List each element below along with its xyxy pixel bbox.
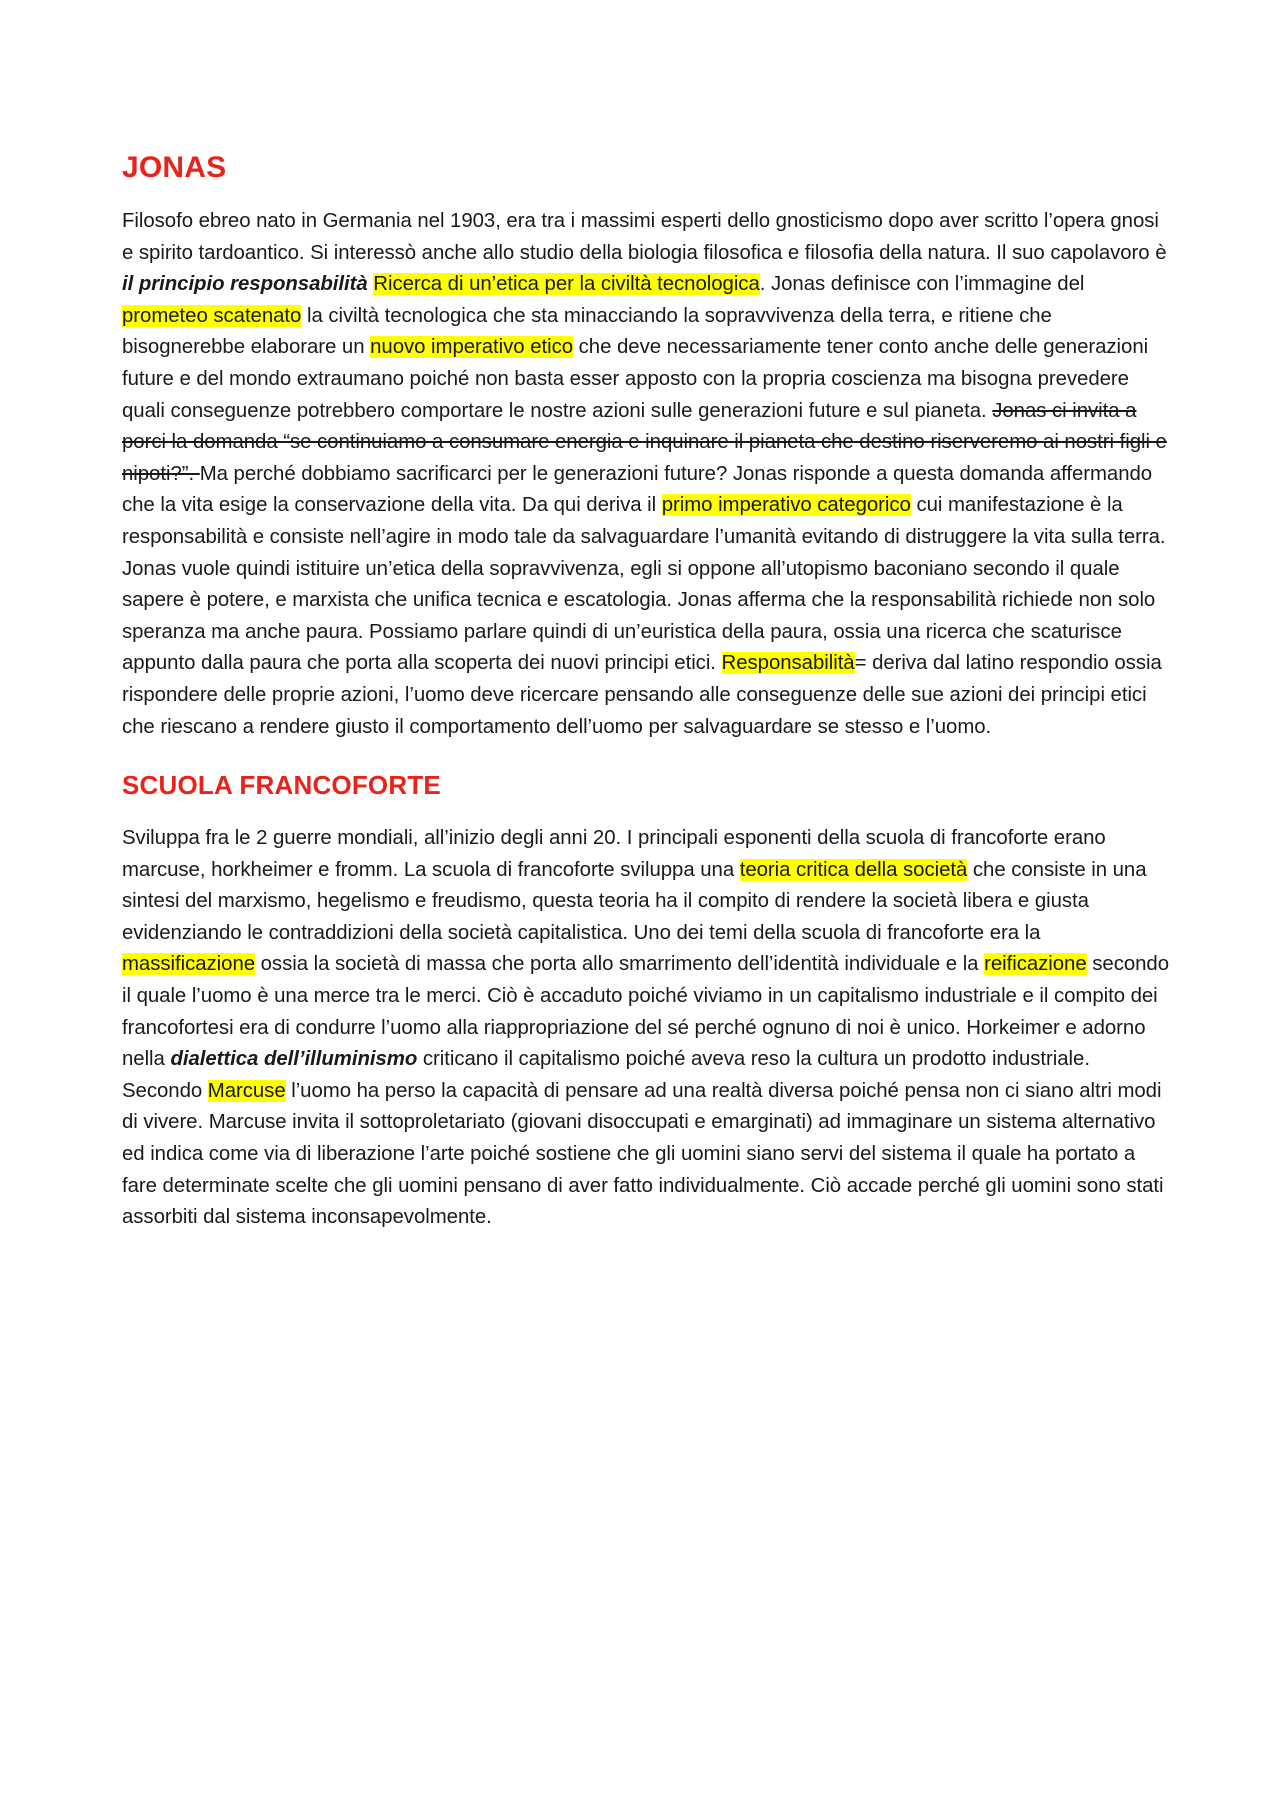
emphasized-title: il principio xyxy=(122,273,225,296)
document-body xyxy=(122,150,1172,1234)
highlighted-text: Responsabilità xyxy=(721,652,855,675)
emphasized-title: responsabilità xyxy=(230,273,368,296)
highlighted-text: Marcuse xyxy=(207,1079,286,1102)
emphasized-title: dialettica dell’illuminismo xyxy=(170,1048,418,1071)
highlighted-text: nuovo imperativo etico xyxy=(370,336,574,359)
text-run: . Jonas definisce con l’immagine del xyxy=(759,273,1085,296)
text-run: ossia la società di massa che porta allo smarrimento dell’identità individuale e la xyxy=(255,953,985,976)
section-heading-jonas: JONAS xyxy=(122,151,227,184)
highlighted-text: massificazione xyxy=(122,953,256,976)
text-run: l’uomo ha perso la capacità di pensare ad una realtà diversa poiché pensa non ci siano altri modi di vivere. Marcuse invita il sottoproletariato (giovani disoccupati e emarginati) ad immaginare un sistema alternativo ed indica come via di liberazione l’arte poiché sostiene che gli uomini siano servi del sistema il quale ha portato a fare determinate scelte che gli uomini pensano di aver fatto individualmente. Ciò accade perché gli uomini sono stati assorbiti dal sistema inconsapevolmente. xyxy=(122,1079,1164,1229)
section-heading-scuola-francoforte: SCUOLA FRANCOFORTE xyxy=(122,770,441,801)
highlighted-text: Ricerca di un’etica per la civiltà tecnologica xyxy=(373,273,760,296)
text-run: = deriva dal latino respondio ossia rispondere delle proprie azioni, l’uomo deve ricercare pensando alle conseguenze delle sue azioni dei principi etici che riescano a rendere giusto il comportamento dell’uomo per salvaguardare se stesso e l’uomo. xyxy=(122,652,1162,738)
text-run: Ma perché dobbiamo sacrificarci per le generazioni future? Jonas risponde a questa domanda affermando che la vita esige la conservazione della vita. Da qui deriva il xyxy=(122,462,1153,517)
text-run: Filosofo ebreo nato in Germania nel 1903, era tra i massimi esperti dello gnosticismo dopo aver scritto l’opera gnosi e spirito tardoantico. Si interessò anche allo studio della biologia filosofica e filosofia della natura. Il suo capolavoro è xyxy=(122,210,1167,264)
text-run: secondo il quale l’uomo è una merce tra le merci. Ciò è accaduto poiché viviamo in un capitalismo industriale e il compito dei francofortesi era di condurre l’uomo alla riappropriazione del sé perché ognuno di noi è unico. Horkeimer e adorno nella xyxy=(122,953,1169,1071)
highlighted-text: reificazione xyxy=(984,953,1087,976)
highlighted-text: primo imperativo categorico xyxy=(661,494,911,517)
text-run: cui manifestazione è la responsabilità e consiste nell’agire in modo tale da salvaguardare l’umanità evitando di distruggere la vita sulla terra. Jonas vuole quindi istituire un’etica della sopravvivenza, egli si oppone all’utopismo baconiano secondo il quale sapere è potere, e marxista che unifica tecnica e escatologia. Jonas afferma che la responsabilità richiede non solo speranza ma anche paura. Possiamo parlare quindi di un’euristica della paura, ossia una ricerca che scaturisce appunto dalla paura che porta alla scoperta dei nuovi principi etici. xyxy=(122,494,1166,675)
text-run: criticano il capitalismo poiché aveva reso la cultura un prodotto industriale. Secondo xyxy=(122,1048,1090,1102)
text-run: che deve necessariamente tener conto anche delle generazioni future e del mondo extraumano poiché non basta esser apposto con la propria coscienza ma bisogna prevedere quali conseguenze potrebbero comportare le nostre azioni sulle generazioni future e sul pianeta. xyxy=(122,336,1149,422)
strikethrough-text: Jonas ci invita a porci la domanda “se continuiamo a consumare energia e inquinare il pianeta che destino riserveremo ai nostri figli e nipoti?”. xyxy=(122,399,1167,485)
highlighted-text: teoria critica della società xyxy=(739,858,968,881)
text-run: Sviluppa fra le 2 guerre mondiali, all’inizio degli anni 20. I principali esponenti della scuola di francoforte erano marcuse, horkheimer e fromm. La scuola di francoforte sviluppa una xyxy=(122,827,1106,881)
text-run: la civiltà tecnologica che sta minacciando la sopravvivenza della terra, e ritiene che bisognerebbe elaborare un xyxy=(122,304,1052,359)
section-paragraph-scuola-francoforte xyxy=(122,823,1172,1234)
text-run: che consiste in una sintesi del marxismo, hegelismo e freudismo, questa teoria ha il compito di rendere la società libera e giusta evidenziando le contraddizioni della società capitalistica. Uno dei temi della scuola di francoforte era la xyxy=(122,858,1147,944)
section-paragraph-jonas xyxy=(122,206,1172,743)
highlighted-text: prometeo scatenato xyxy=(122,304,302,327)
